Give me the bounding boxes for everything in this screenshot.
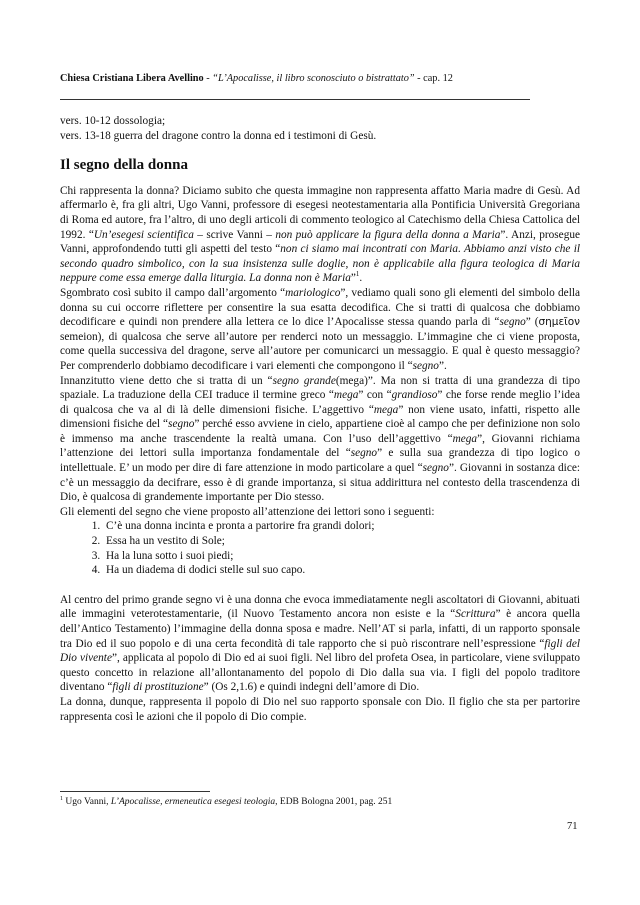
page-number: 71	[567, 821, 578, 832]
paragraph-4: Al centro del primo grande segno vi è una donna che evoca immediatamente negli ascoltatori di Giovanni, abituati alle immagini veterotestamentarie, (il Nuovo Testamento ancora non esiste e la “Scrittura” è ancora quella dell’Antico Testamento) l’immagine della donna sposa e madre. Nell’AT si parla, infatti, di un rapporto sponsale tra Dio ed il suo popolo e di una certa fecondità di tale rapporto che si può riscontrare nell’espressione “figli del Dio vivente”, applicata al popolo di Dio ed ai suoi figli. Nel libro del profeta Osea, in particolare, viene sviluppato questo concetto in relazione all’allontanamento del popolo di Dio dalla sua via. I figli del popolo traditore diventano “figli di prostituzione” (Os 2,1.6) e quindi indegni dell’amore di Dio.	[60, 593, 580, 694]
header-title: “L’Apocalisse, il libro sconosciuto o bistrattato”	[212, 73, 415, 84]
greek-word: σημεῖον	[538, 316, 580, 329]
intro-lines	[60, 114, 580, 143]
running-header	[60, 73, 560, 84]
section-heading: Il segno della donna	[60, 157, 188, 174]
list-item: 3. Ha la luna sotto i suoi piedi;	[103, 549, 580, 564]
paragraph-2: Sgombrato così subito il campo dall’argomento “mariologico”, vediamo quali sono gli elementi del simbolo della donna su cui occorre riflettere per consentire la sua esatta decodifica. Che si tratti di qualcosa che dobbiamo decodificare e quindi non prendere alla lettera ce lo dice l’Apocalisse stessa quando parla di “segno” (σημεῖον semeion), di qualcosa che serve all’autore per renderci noto un messaggio. L’immagine che ci viene proposta, come quella successiva del dragone, serve all’autore per comunicarci un messaggio. E qual è questo messaggio? Per comprenderlo dobbiamo decodificare i vari elementi che compongono il “segno”.	[60, 286, 580, 372]
paragraph-3: Innanzitutto viene detto che si tratta di un “segno grande(mega)”. Ma non si tratta di una grandezza di tipo spaziale. La traduzione della CEI traduce il termine greco “mega” con “grandioso” che forse rende meglio l’idea di qualcosa che va al di là delle dimensioni fisiche. L’aggettivo “mega” non viene usato, infatti, rispetto alle dimensioni fisiche del “segno” perché esso avviene in cielo, appartiene cioè al campo che per definizione non solo è immenso ma anche trascendente la realtà umana. Con l’uso dell’aggettivo “mega”, Giovanni richiama l’attenzione dei lettori sulla importanza fondamentale del “segno” e sulla sua grandezza di tipo logico o intellettuale. E’ un modo per dire di fare attenzione in modo particolare a quel “segno”. Giovanni in sostanza dice: c’è un messaggio da decifrare, esso è di grande importanza, si situa addirittura nel contesto della trascendenza di Dio, è qualcosa di grandemente importante per Dio stesso.	[60, 374, 581, 504]
header-separator: -	[203, 73, 213, 84]
intro-line: vers. 10-12 dossologia;	[60, 115, 166, 127]
list-item: 2. Essa ha un vestito di Sole;	[103, 534, 580, 549]
list-item: 1. C’è una donna incinta e pronta a partorire fra grandi dolori;	[103, 519, 580, 534]
header-chapter: - cap. 12	[414, 73, 453, 84]
footnote-rule	[60, 791, 210, 792]
footnote: $^1$ Ugo Vanni, L’Apocalisse, ermeneutica esegesi teologia, EDB Bologna 2001, pag. 251	[60, 795, 393, 807]
paragraph-5: La donna, dunque, rappresenta il popolo di Dio nel suo rapporto sponsale con Dio. Il figlio che sta per partorire rappresenta così le azioni che il popolo di Dio compie.	[60, 695, 580, 723]
header-rule	[60, 99, 530, 100]
main-content	[60, 114, 580, 724]
list-item: 4. Ha un diadema di dodici stelle sul suo capo.	[103, 563, 580, 578]
footnote-ref: 1	[355, 270, 360, 279]
list-intro: Gli elementi del segno che viene proposto all’attenzione dei lettori sono i seguenti:	[60, 505, 435, 518]
paragraph-1: Chi rappresenta la donna? Diciamo subito che questa immagine non rappresenta affatto Maria madre di Gesù. Ad affermarlo è, fra gli altri, Ugo Vanni, professore di esegesi neotestamentaria alla Pontificia Università Gregoriana di Roma ed autore, fra l’altro, di uno degli articoli di commento teologico al Catechismo della Chiesa Cattolica del 1992. “Un’esegesi scientifica – scrive Vanni – non può applicare la figura della donna a Maria”. Anzi, prosegue Vanni, approfondendo tutti gli aspetti del testo “non ci siamo mai incontrati con Maria. Abbiamo anzi visto che il secondo quadro simbolico, con la sua insistenza sulle doglie, non è applicabile alla figura teologica di Maria neppure come essa emerge dalla liturgia. La donna non è Maria”$^1$.	[60, 184, 581, 285]
intro-line: vers. 13-18 guerra del dragone contro la donna ed i testimoni di Gesù.	[60, 129, 377, 142]
elements-list	[60, 519, 580, 577]
header-org: Chiesa Cristiana Libera Avellino	[60, 73, 204, 84]
